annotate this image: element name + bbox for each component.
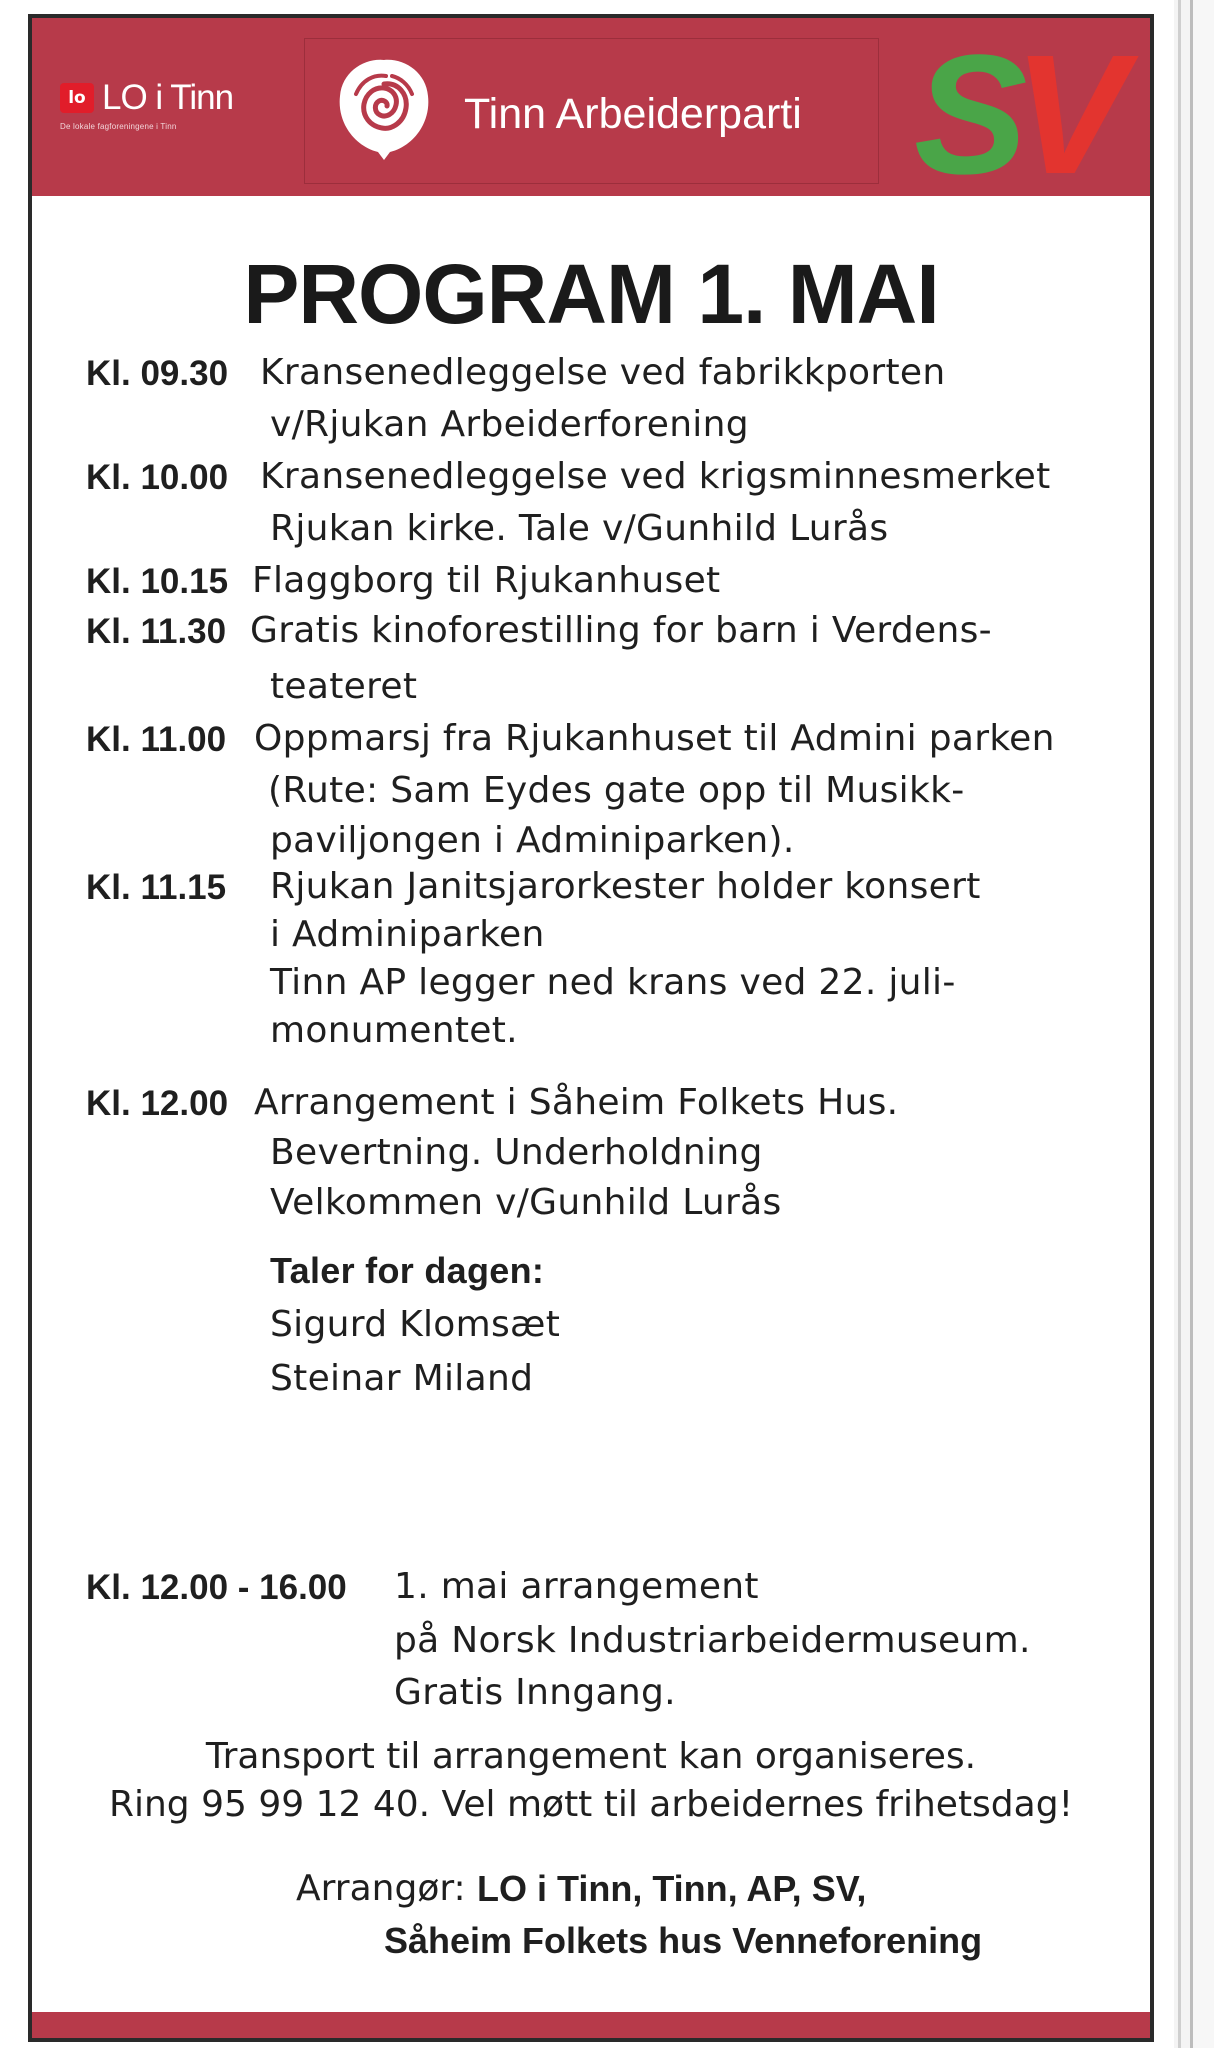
program-text: Bevertning. Underholdning (270, 1132, 763, 1173)
lo-logo-icon: lo (60, 83, 94, 113)
program-text: Tinn AP legger ned krans ved 22. juli- (270, 962, 956, 1003)
sv-logo-v: V (1013, 20, 1113, 210)
program-time: Kl. 12.00 (86, 1084, 229, 1123)
organizer-label: Arrangør: (296, 1868, 466, 1909)
program-time: Kl. 11.00 (86, 720, 227, 759)
flyer (28, 14, 1154, 2042)
program-text: Velkommen v/Gunhild Lurås (270, 1182, 782, 1223)
speaker-name: Sigurd Klomsæt (270, 1304, 561, 1345)
program-text: Kransenedleggelse ved krigsminnesmerket (260, 456, 1051, 497)
organizer-names: LO i Tinn, Tinn, AP, SV, (477, 1868, 867, 1909)
program-time: Kl. 10.15 (86, 562, 229, 601)
program-list (32, 18, 1150, 2038)
organizer-names: Såheim Folkets hus Venneforening (384, 1920, 983, 1961)
museum-text: på Norsk Industriarbeidermuseum. (394, 1620, 1031, 1661)
program-text: Rjukan Janitsjarorkester holder konsert (270, 866, 981, 907)
program-time: Kl. 11.30 (86, 612, 227, 651)
program-text: paviljongen i Adminiparken). (270, 820, 795, 861)
lo-name: LO i Tinn (102, 78, 234, 117)
speaker-name: Steinar Miland (270, 1358, 534, 1399)
museum-text: 1. mai arrangement (394, 1566, 759, 1607)
program-time: Kl. 09.30 (86, 354, 229, 393)
program-text: Flaggborg til Rjukanhuset (252, 560, 721, 601)
museum-time: Kl. 12.00 - 16.00 (86, 1568, 347, 1607)
program-text: Arrangement i Såheim Folkets Hus. (254, 1082, 899, 1123)
footer-bar (32, 2012, 1150, 2038)
program-text: v/Rjukan Arbeiderforening (270, 404, 749, 445)
transport-text: Transport til arrangement kan organiseres. (205, 1736, 977, 1777)
page-title: PROGRAM 1. MAI (243, 247, 939, 341)
sv-logo-s: S (914, 20, 1014, 210)
program-text: Gratis kinoforestilling for barn i Verdens- (250, 610, 992, 651)
museum-text: Gratis Inngang. (394, 1672, 676, 1713)
program-text: teateret (270, 666, 418, 707)
lo-tagline: De lokale fagforeningene i Tinn (60, 122, 177, 131)
program-text: i Adminiparken (270, 914, 545, 955)
program-text: monumentet. (270, 1010, 518, 1051)
transport-text: Ring 95 99 12 40. Vel møtt til arbeidernes frihetsdag! (108, 1784, 1074, 1825)
program-time: Kl. 10.00 (86, 458, 229, 497)
speakers-heading: Taler for dagen: (270, 1250, 545, 1291)
program-time: Kl. 11.15 (86, 868, 227, 907)
party-name: Tinn Arbeiderparti (464, 90, 802, 138)
program-text: Oppmarsj fra Rjukanhuset til Admini parken (254, 718, 1055, 759)
program-text: (Rute: Sam Eydes gate opp til Musikk- (268, 770, 965, 811)
page-edge (1174, 0, 1214, 2048)
program-text: Kransenedleggelse ved fabrikkporten (260, 352, 946, 393)
program-text: Rjukan kirke. Tale v/Gunhild Lurås (270, 508, 889, 549)
